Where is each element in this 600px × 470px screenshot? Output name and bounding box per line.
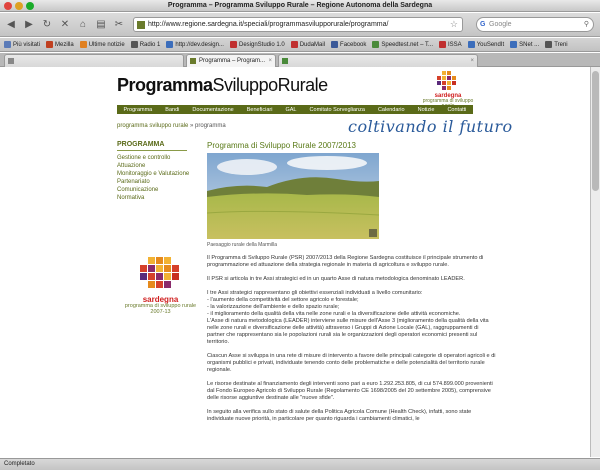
tab-label: Programma – Program... [199,58,266,64]
tab-1[interactable] [4,54,184,67]
article-paragraph: Ciascun Asse si sviluppa in una rete di misure di intervento a favore delle principali categorie di operatori agricoli e di organismi pubblici e privati, individuate tenendo conto delle problematiche e delle potenzialità del territorio rurale regionale. [207,353,496,373]
bookmark-favicon-icon [372,41,379,48]
sidebar-heading: PROGRAMMA [117,141,165,148]
status-bar [0,458,600,470]
bookmark-label: Ultime notizie [88,41,125,48]
reload-icon[interactable]: ↻ [42,18,52,30]
photo-caption: Paesaggio rurale della Marmilla [207,242,278,248]
article-paragraph: Il PSR si articola in tre Assi strategici ed in un quarto Asse di natura metodologica denominato LEADER. [207,276,465,282]
side-logo-text [118,297,203,315]
status-text: Completato [4,461,35,467]
bookmark-favicon-icon [291,41,298,48]
menu-item-bandi[interactable]: Bandi [165,106,180,113]
menu-item-notizie[interactable]: Notizie [417,106,435,113]
bookmarks-bar [0,38,600,52]
bookmark-favicon-icon [230,41,237,48]
site-favicon-icon [137,21,145,29]
site-main-menu [117,105,473,114]
window-controls [4,2,34,10]
bookmark-label: YouSendIt [476,41,505,48]
bookmark-favicon-icon [468,41,475,48]
bookmark-item[interactable] [372,41,433,48]
bookmark-label: DesignStudio 1.0 [238,41,285,48]
sidebar-item-partenariato[interactable]: Partenariato [117,179,150,185]
bookmark-label: Facebook [340,41,367,48]
bookmark-label: Treni [554,41,568,48]
breadcrumb-separator: » [188,123,196,129]
sidebar-item-comunicazione[interactable]: Comunicazione [117,187,159,193]
bookmark-favicon-icon [331,41,338,48]
page-viewport [0,67,590,457]
search-placeholder: Google [489,21,512,28]
tab-favicon-icon [190,58,196,64]
site-title[interactable] [117,75,328,96]
bookmark-item[interactable] [131,41,161,48]
breadcrumb [117,123,226,129]
bookmark-label: ISSA [448,41,462,48]
window-titlebar [0,0,600,12]
bookmark-favicon-icon [131,41,138,48]
bookmark-favicon-icon [545,41,552,48]
sidebar-item-monitoraggio-e-valutazione[interactable]: Monitoraggio e Valutazione [117,171,190,177]
bookmark-label: DudaMail [299,41,326,48]
back-icon[interactable]: ◀ [7,18,15,30]
zoom-window-button[interactable] [26,2,34,10]
breadcrumb-current: programma [195,123,226,129]
url-bar[interactable] [133,17,463,32]
print-icon[interactable]: ▤ [96,18,106,30]
tab-favicon-icon [8,58,14,64]
sidebar-divider [117,150,187,151]
minimize-window-button[interactable] [15,2,23,10]
site-tagline: coltivando il futuro [348,117,513,136]
sidebar-item-normativa[interactable]: Normativa [117,195,145,201]
tab-2[interactable] [186,54,276,67]
sidebar-menu [117,154,189,202]
search-box[interactable] [476,17,594,32]
bookmark-item[interactable] [510,41,539,48]
bookmark-label: SNet ... [519,41,540,48]
side-logo-subtitle: programma di sviluppo rurale [124,303,197,309]
tab-bar [0,53,600,67]
bookmark-item[interactable] [331,41,366,48]
bookmark-item[interactable] [230,41,285,48]
bookmark-item[interactable] [166,41,224,48]
article-body [207,255,497,430]
stop-icon[interactable]: ✕ [60,18,70,30]
scrollbar-thumb[interactable] [592,71,599,191]
menu-item-programma[interactable]: Programma [123,106,153,113]
tab-3[interactable] [278,54,478,67]
sidebar-item-attuazione[interactable]: Attuazione [117,163,146,169]
site-title-bold: Programma [117,75,213,95]
bookmark-favicon-icon [4,41,11,48]
forward-icon[interactable]: ▶ [25,18,33,30]
menu-item-documentazione[interactable]: Documentazione [192,106,234,113]
bookmark-label: Mezilla [55,41,74,48]
google-icon: G [480,21,486,28]
cut-icon[interactable]: ✂ [114,18,124,30]
url-text: http://www.regione.sardegna.it/speciali/programmasvilupporurale/programma/ [148,21,389,28]
bookmark-favicon-icon [439,41,446,48]
close-tab-icon[interactable]: × [470,58,474,64]
search-icon[interactable]: ⚲ [583,21,589,28]
bookmark-item[interactable] [545,41,567,48]
landscape-photo [207,153,379,239]
bookmark-label: Speedtest.net – T... [381,41,433,48]
menu-item-comitato-sorveglianza[interactable]: Comitato Sorveglianza [309,106,365,113]
menu-item-contatti[interactable]: Contatti [447,106,467,113]
bookmark-label: Più visitati [13,41,41,48]
logo-subtitle: programma di sviluppo [422,98,474,104]
navigation-toolbar [0,13,600,37]
menu-item-beneficiari[interactable]: Beneficiari [246,106,273,113]
logo-word: sardegna [434,93,462,99]
bookmark-star-icon[interactable]: ☆ [449,19,458,29]
home-icon[interactable]: ⌂ [79,18,87,30]
side-logo-word: sardegna [142,295,179,304]
bookmark-item[interactable] [46,41,74,48]
bookmark-favicon-icon [80,41,87,48]
bookmark-item[interactable] [4,41,40,48]
bookmark-item[interactable] [439,41,462,48]
bookmark-item[interactable] [468,41,504,48]
article-paragraph: Le risorse destinate al finanziamento degli interventi sono pari a euro 1.292.253.805, di cui 574.899.000 provenienti dal Fondo Europeo Agricolo di Sviluppo Rurale (Regolamento CE 1698/2005 del 20 settembre 2005), comprensive delle risorse aggiuntive destinate alle "nuove sfide". [207,381,493,401]
breadcrumb-link-home[interactable]: programma sviluppo rurale [117,123,189,129]
bookmark-label: Radio 1 [139,41,161,48]
site-title-light: SviluppoRurale [212,75,328,95]
bookmark-item[interactable] [291,41,325,48]
page-title: Programma di Sviluppo Rurale 2007/2013 [207,141,356,150]
window-title: Programma – Programma Sviluppo Rurale – Regione Autonoma della Sardegna [167,2,433,9]
vertical-scrollbar[interactable] [590,67,600,457]
bookmark-favicon-icon [510,41,517,48]
sidebar-item-gestione-e-controllo[interactable]: Gestione e controllo [117,155,171,161]
close-window-button[interactable] [4,2,12,10]
bookmark-favicon-icon [166,41,173,48]
article-paragraph: Il Programma di Sviluppo Rurale (PSR) 2007/2013 della Regione Sardegna costituisce il principale strumento di programmazione ed attuazione della strategia regionale in materia di agricoltura e sviluppo rurale. [207,255,484,268]
close-tab-icon[interactable]: × [268,58,272,64]
bookmark-item[interactable] [80,41,125,48]
article-paragraph: I tre Assi strategici rappresentano gli obiettivi essenziali individuati a livello comunitario: - l'aumento della competitività del settore agricolo e forestale; - la valorizzazione dell'ambiente e dello spazio rurale; - il miglioramento della qualità della vita nelle zone rurali e la diversificazione delle attività economiche. L'Asse di natura metodologica (LEADER) interviene sulle misure dell'Asse 3 (miglioramento della qualità della vita nelle zone rurali e diversificazione delle attività) attraverso i Gruppi di Azione Locale (GAL), raggruppamenti di partner che rappresentano sia le popolazioni rurali sia le organizzazioni degli operatori economici presenti sul territorio. [207,290,489,345]
menu-item-calendario[interactable]: Calendario [377,106,405,113]
article-paragraph: In seguito alla verifica sullo stato di salute della Politica Agricola Comune (Health Check), infatti, sono state individuate nuove priorità, in particolare per quanto riguarda i cambiamenti climatici, le [207,409,472,422]
tab-favicon-icon [282,58,288,64]
menu-item-gal[interactable]: GAL [285,106,297,113]
bookmark-favicon-icon [46,41,53,48]
side-logo-years: 2007-13 [150,309,171,315]
bookmark-label: http://dev.design... [175,41,224,48]
